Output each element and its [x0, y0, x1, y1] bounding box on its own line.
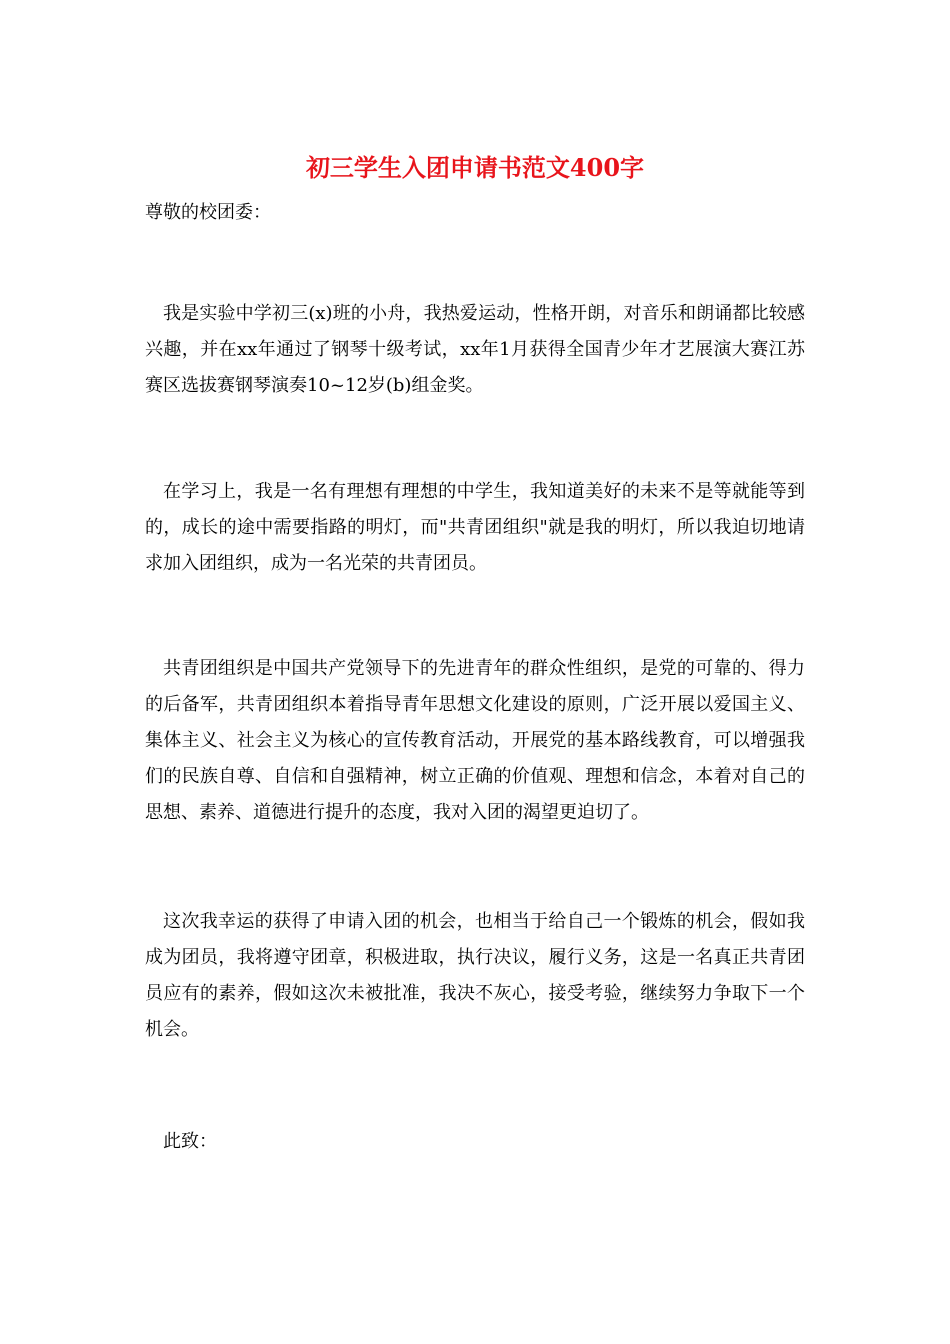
paragraph-league: 共青团组织是中国共产党领导下的先进青年的群众性组织，是党的可靠的、得力的后备军，共青团组织本着指导青年思想文化建设的原则，广泛开展以爱国主义、集体主义、社会主义为核心的宣传教育活动，开展党的基本路线教育，可以增强我们的民族自尊、自信和自强精神，树立正确的价值观、理想和信念，本着对自己的思想、素养、道德进行提升的态度，我对入团的渴望更迫切了。: [145, 658, 805, 823]
paragraph-commitment: 这次我幸运的获得了申请入团的机会，也相当于给自己一个锻炼的机会，假如我成为团员，我将遵守团章，积极进取，执行决议，履行义务，这是一名真正共青团员应有的素养，假如这次未被批准，我决不灰心，接受考验，继续努力争取下一个机会。: [145, 911, 805, 1040]
paragraph-intro: 我是实验中学初三(x)班的小舟，我热爱运动，性格开朗，对音乐和朗诵都比较感兴趣，并在xx年通过了钢琴十级考试，xx年1月获得全国青少年才艺展演大赛江苏赛区选拔赛钢琴演奏10~12岁(b)组金奖。: [145, 303, 805, 396]
document-title: 初三学生入团申请书范文400字: [305, 153, 645, 182]
salutation: 尊敬的校团委：: [145, 202, 271, 223]
closing: 此致：: [163, 1131, 217, 1152]
paragraph-study: 在学习上，我是一名有理想有理想的中学生，我知道美好的未来不是等就能等到的，成长的途中需要指路的明灯，而"共青团组织"就是我的明灯，所以我迫切地请求加入团组织，成为一名光荣的共青团员。: [145, 481, 805, 574]
